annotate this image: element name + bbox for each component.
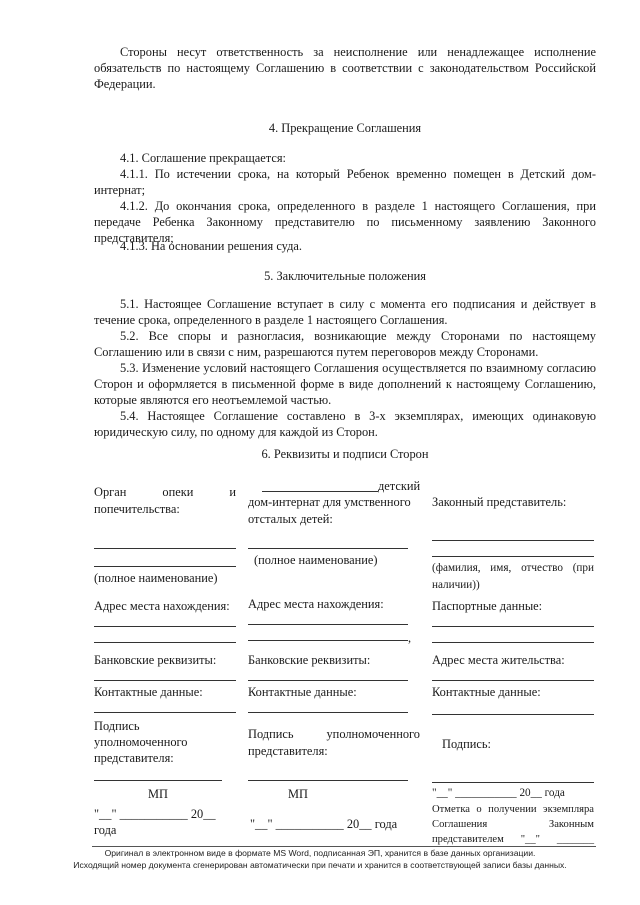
- guardianship-signature-label: Подпись уполномоченного представителя:: [94, 719, 188, 765]
- col-home-head: [248, 478, 420, 528]
- home-address-line-1: [248, 624, 408, 625]
- rep-passport-label: Паспортные данные:: [432, 599, 543, 613]
- home-signature-label: Подпись уполномоченного представителя:: [248, 727, 420, 758]
- clause-4-1-1: 4.1.1. По истечении срока, на который Ребенок временно помещен в Детский дом-интернат;: [94, 167, 596, 197]
- home-stamp: МП: [288, 787, 308, 801]
- rep-date: "__" ___________ 20__ года: [432, 787, 565, 799]
- rep-receipt: Отметка о получении экземпляра Соглашения Законным представителем "__" _______: [432, 804, 594, 845]
- rep-signature-line: [432, 782, 594, 783]
- clause-4-1-3: 4.1.3. На основании решения суда.: [120, 239, 302, 253]
- home-name-line: [248, 548, 408, 549]
- guardianship-signature-line: [94, 780, 222, 781]
- clause-5-2: 5.2. Все споры и разногласия, возникающие между Сторонами по настоящему Соглашению или в связи с ним, разрешаются путем переговоров между Сторонами.: [94, 329, 596, 359]
- home-signature-block: [248, 726, 420, 760]
- guardianship-name-line-2: [94, 566, 236, 567]
- rep-name-caption-block: [432, 560, 594, 594]
- col-guardianship-head: [94, 484, 236, 518]
- section-4-title: 4. Прекращение Соглашения: [268, 121, 422, 135]
- home-head-rest: дом-интернат для умственного отсталых детей:: [248, 495, 411, 526]
- intro-paragraph: Стороны несут ответственность за неисполнение или ненадлежащее исполнение обязательств по настоящему Соглашению в соответствии с законодательством Российской Федерации.: [94, 45, 596, 91]
- rep-contacts-label: Контактные данные:: [432, 685, 541, 699]
- guardianship-heading: Орган опеки и попечительства:: [94, 485, 236, 516]
- rep-name-line-2: [432, 556, 594, 557]
- guardianship-contacts-line: [94, 712, 236, 713]
- footer-line-2: Исходящий номер документа сгенерирован автоматически при печати и хранится в соответствующей записи базы данных.: [73, 860, 567, 870]
- home-bank-label: Банковские реквизиты:: [248, 653, 371, 667]
- guardianship-contacts-label: Контактные данные:: [94, 685, 203, 699]
- home-name-inline-line: [262, 491, 378, 492]
- footer-divider: [92, 846, 596, 847]
- rep-signature-label: Подпись:: [442, 737, 491, 751]
- clause-5-4: 5.4. Настоящее Соглашение составлено в 3-х экземплярах, имеющих одинаковую юридическую силу, по одному для каждой из Сторон.: [94, 409, 596, 439]
- guardianship-bank-label: Банковские реквизиты:: [94, 653, 217, 667]
- clause-4-1-2: 4.1.2. До окончания срока, определенного в разделе 1 настоящего Соглашения, при передаче Ребенка Законному представителю по письменному заявлению Законного представителя;: [94, 199, 596, 245]
- rep-passport-line-1: [432, 626, 594, 627]
- footer-line-1: Оригинал в электронном виде в формате MS Word, подписанная ЭП, хранится в базе данных организации.: [104, 848, 536, 858]
- rep-heading: Законный представитель:: [432, 495, 567, 509]
- guardianship-address-line-2: [94, 642, 236, 643]
- home-address-line-2: [248, 640, 408, 641]
- rep-residence-label: Адрес места жительства:: [432, 653, 565, 667]
- guardianship-date: "__" ___________ 20__ года: [94, 807, 216, 837]
- home-address-comma: ,: [408, 631, 412, 645]
- rep-receipt-block: [432, 802, 594, 847]
- home-address-label: Адрес места нахождения:: [248, 597, 384, 611]
- rep-residence-line: [432, 680, 594, 681]
- rep-name-line-1: [432, 540, 594, 541]
- guardianship-name-caption: (полное наименование): [94, 571, 218, 585]
- clause-5-3: 5.3. Изменение условий настоящего Соглашения осуществляется по взаимному согласию Сторон и оформляется в письменной форме в виде дополнений к настоящему Соглашению, которые являются его неотъемлемой частью.: [94, 361, 596, 407]
- guardianship-address-label: Адрес места нахождения:: [94, 599, 230, 613]
- clause-5-1: 5.1. Настоящее Соглашение вступает в силу с момента его подписания и действует в течение срока, определенного в разделе 1 настоящего Соглашения.: [94, 297, 596, 327]
- home-date: "__" ___________ 20__ года: [250, 817, 398, 831]
- guardianship-name-line-1: [94, 548, 236, 549]
- rep-name-caption: (фамилия, имя, отчество (при наличии)): [432, 562, 594, 591]
- rep-contacts-line: [432, 714, 594, 715]
- section-5-title: 5. Заключительные положения: [264, 269, 426, 283]
- home-contacts-label: Контактные данные:: [248, 685, 357, 699]
- home-name-caption: (полное наименование): [254, 553, 378, 567]
- home-signature-line: [248, 780, 408, 781]
- home-bank-line: [248, 680, 408, 681]
- home-contacts-line: [248, 712, 408, 713]
- guardianship-stamp: МП: [148, 787, 168, 801]
- guardianship-bank-line: [94, 680, 236, 681]
- clause-4-1: 4.1. Соглашение прекращается:: [120, 151, 286, 165]
- rep-passport-line-2: [432, 642, 594, 643]
- guardianship-address-line-1: [94, 626, 236, 627]
- home-head-suffix: детский: [378, 479, 421, 493]
- section-6-title: 6. Реквизиты и подписи Сторон: [261, 447, 429, 461]
